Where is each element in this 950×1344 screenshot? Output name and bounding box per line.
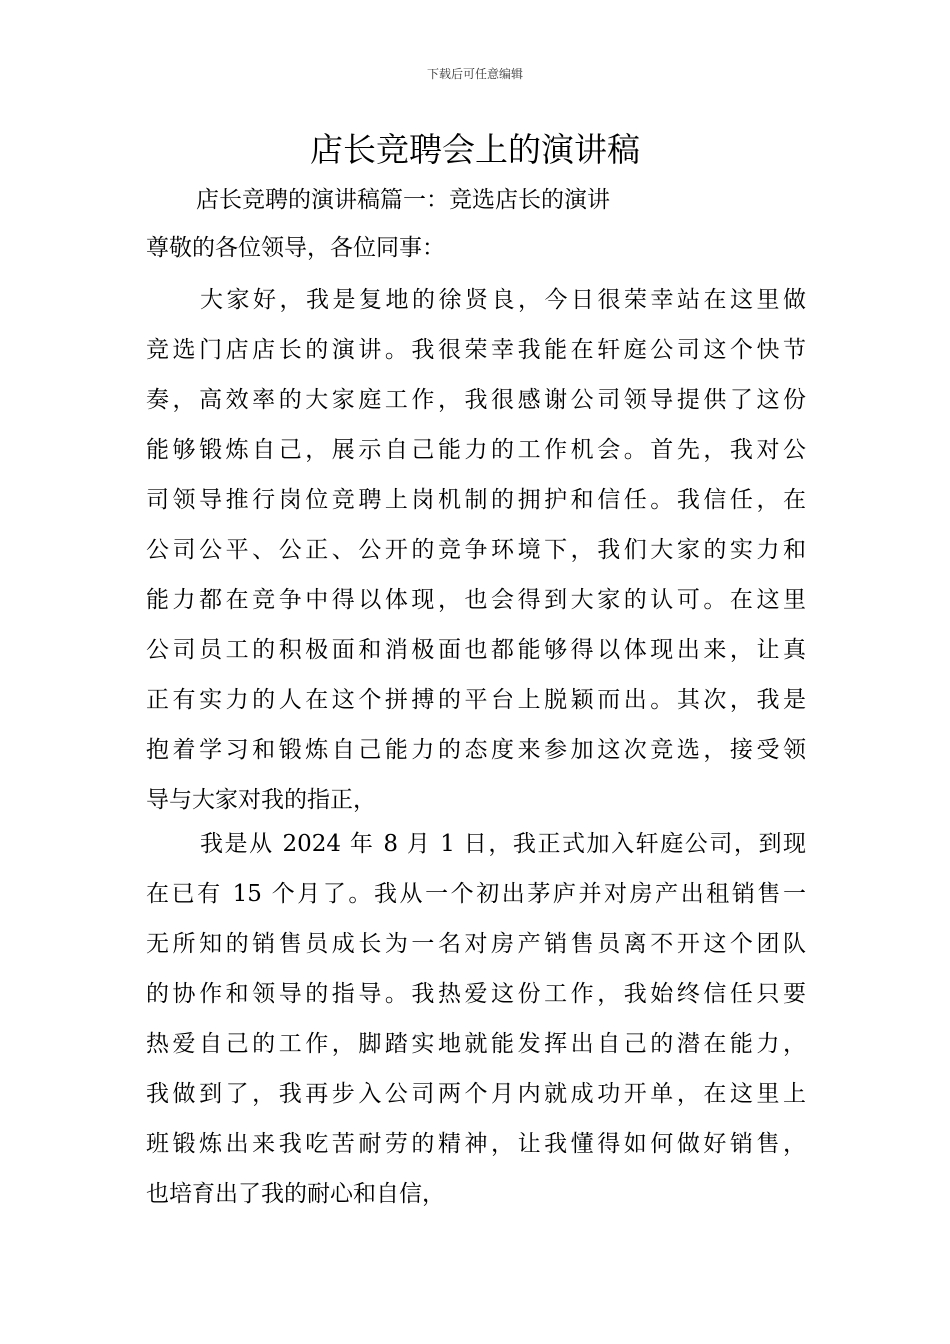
header-note: 下载后可任意编辑	[426, 67, 523, 81]
paragraph-line: 在已有 15 个月了。我从一个初出茅庐并对房产出租销售一	[146, 881, 806, 907]
paragraph-line: 抱着学习和锻炼自己能力的态度来参加这次竞选，接受领	[146, 737, 806, 763]
paragraph-line: 大家好，我是复地的徐贤良，今日很荣幸站在这里做	[200, 287, 806, 313]
paragraph-line: 我是从 2024 年 8 月 1 日，我正式加入轩庭公司，到现	[200, 831, 806, 857]
paragraph-line: 司领导推行岗位竞聘上岗机制的拥护和信任。我信任，在	[146, 487, 806, 513]
paragraph-line: 班锻炼出来我吃苦耐劳的精神，让我懂得如何做好销售，	[146, 1131, 806, 1157]
paragraph-line: 无所知的销售员成长为一名对房产销售员离不开这个团队	[146, 931, 806, 957]
document-subtitle: 店长竞聘的演讲稿篇一：竞选店长的演讲	[196, 187, 610, 213]
paragraph-line: 公司员工的积极面和消极面也都能够得以体现出来，让真	[146, 637, 806, 663]
paragraph-line: 我做到了，我再步入公司两个月内就成功开单，在这里上	[146, 1081, 806, 1107]
paragraph-line: 竞选门店店长的演讲。我很荣幸我能在轩庭公司这个快节	[146, 337, 806, 363]
paragraph-line: 热爱自己的工作，脚踏实地就能发挥出自己的潜在能力，	[146, 1031, 806, 1057]
paragraph-line: 正有实力的人在这个拼搏的平台上脱颖而出。其次，我是	[146, 687, 806, 713]
salutation: 尊敬的各位领导，各位同事：	[146, 235, 445, 261]
paragraph-line: 导与大家对我的指正，	[146, 787, 376, 813]
paragraph-line: 也培育出了我的耐心和自信，	[146, 1181, 445, 1207]
paragraph-1	[146, 275, 806, 825]
document-title: 店长竞聘会上的演讲稿	[310, 130, 640, 169]
paragraph-line: 奏，高效率的大家庭工作，我很感谢公司领导提供了这份	[146, 387, 806, 413]
paragraph-line: 能够锻炼自己，展示自己能力的工作机会。首先，我对公	[146, 437, 806, 463]
paragraph-2	[146, 819, 806, 1219]
paragraph-line: 的协作和领导的指导。我热爱这份工作，我始终信任只要	[146, 981, 806, 1007]
paragraph-line: 能力都在竞争中得以体现，也会得到大家的认可。在这里	[146, 587, 806, 613]
paragraph-line: 公司公平、公正、公开的竞争环境下，我们大家的实力和	[146, 537, 806, 563]
